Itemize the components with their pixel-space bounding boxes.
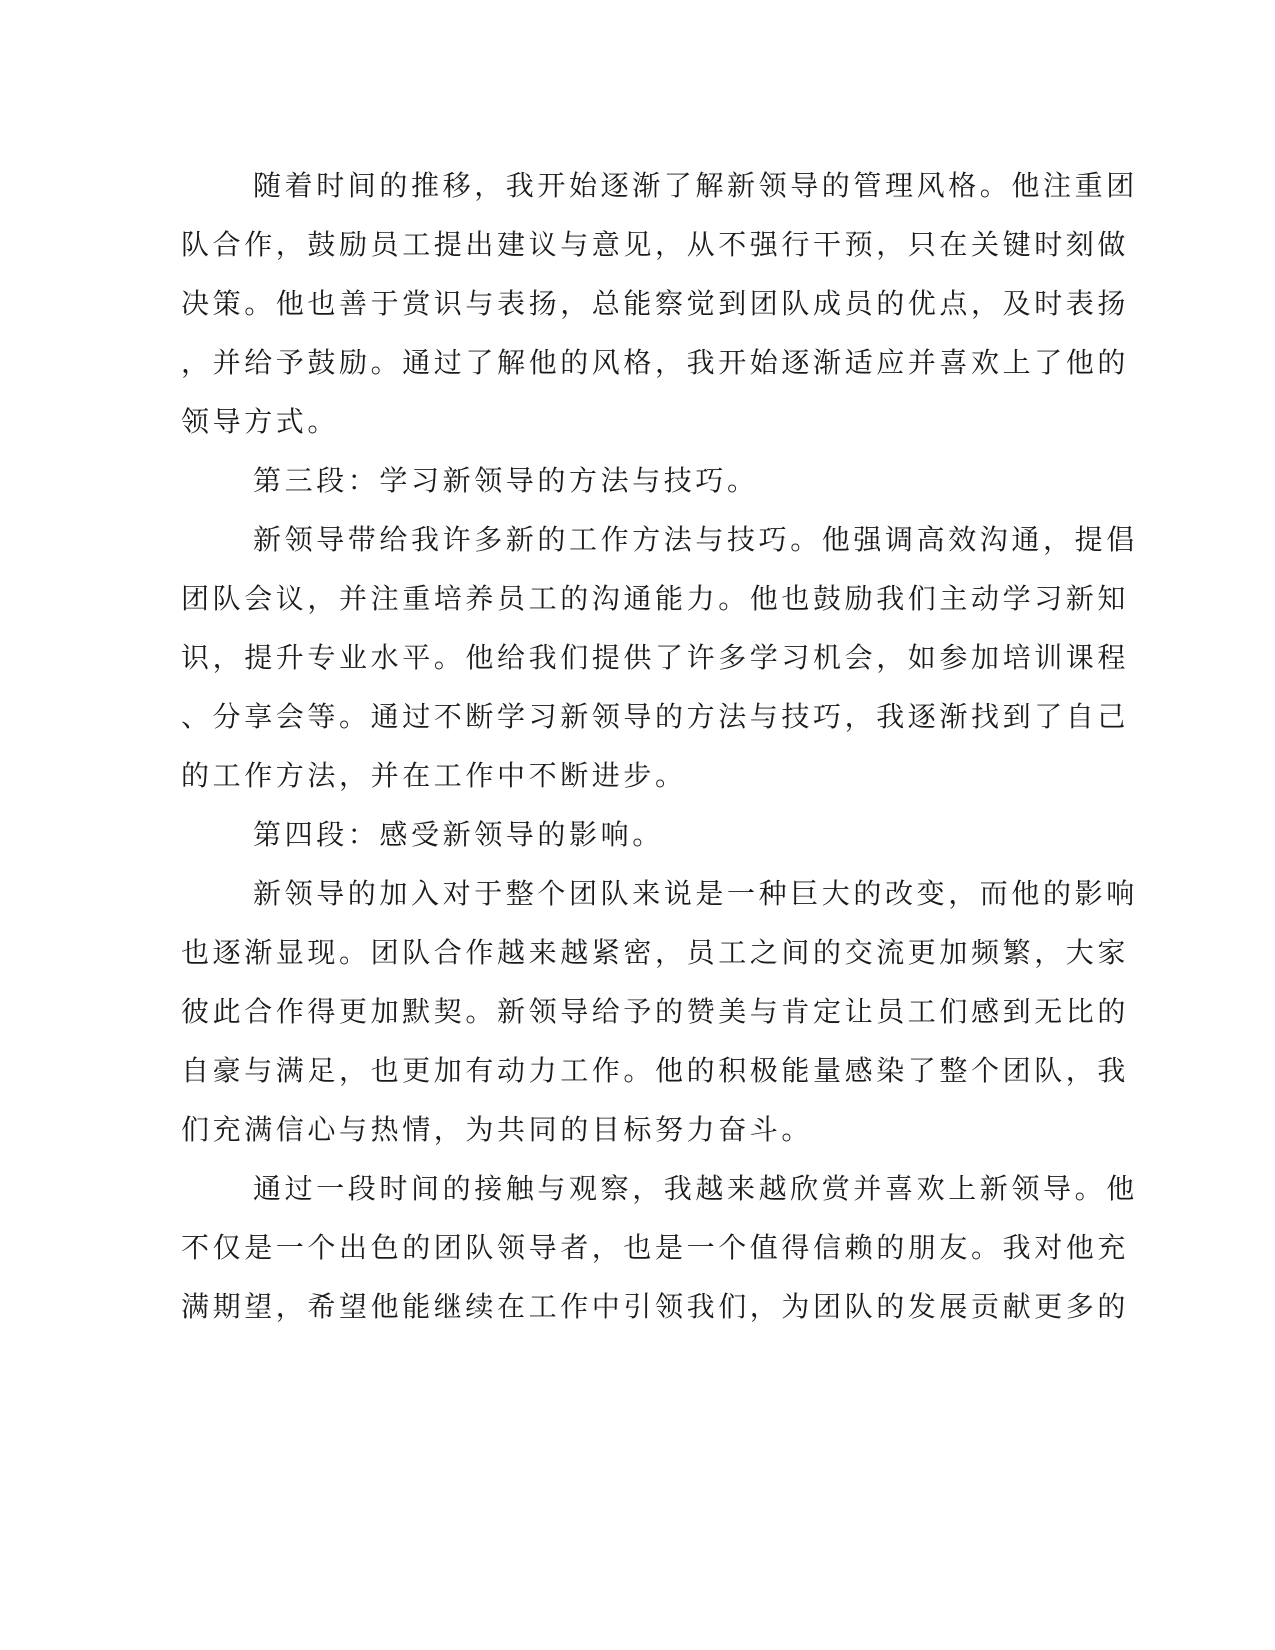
paragraph-1-line-5: 领导方式。 [181,405,340,438]
paragraph-2-line-2: 团队会议，并注重培养员工的沟通能力。他也鼓励我们主动学习新知 [181,582,1130,615]
section-heading-3: 第三段：学习新领导的方法与技巧。 [253,464,759,497]
paragraph-2-line-3: 识，提升专业水平。他给我们提供了许多学习机会，如参加培训课程 [181,641,1130,674]
paragraph-3-line-5: 们充满信心与热情，为共同的目标努力奋斗。 [181,1113,814,1146]
paragraph-1-line-1: 随着时间的推移，我开始逐渐了解新领导的管理风格。他注重团 [253,169,1138,202]
paragraph-2-line-4: 、分享会等。通过不断学习新领导的方法与技巧，我逐渐找到了自己 [181,700,1130,733]
paragraph-2-line-5: 的工作方法，并在工作中不断进步。 [181,759,687,792]
paragraph-4-line-2: 不仅是一个出色的团队领导者，也是一个值得信赖的朋友。我对他充 [181,1231,1130,1264]
section-heading-4: 第四段：感受新领导的影响。 [253,818,664,851]
paragraph-3-line-4: 自豪与满足，也更加有动力工作。他的积极能量感染了整个团队，我 [181,1054,1130,1087]
paragraph-1-line-3: 决策。他也善于赏识与表扬，总能察觉到团队成员的优点，及时表扬 [181,287,1130,320]
paragraph-3-line-2: 也逐渐显现。团队合作越来越紧密，员工之间的交流更加频繁，大家 [181,936,1130,969]
paragraph-1-line-4: ，并给予鼓励。通过了解他的风格，我开始逐渐适应并喜欢上了他的 [181,346,1130,379]
paragraph-4-line-1: 通过一段时间的接触与观察，我越来越欣赏并喜欢上新领导。他 [253,1172,1138,1205]
paragraph-3-line-3: 彼此合作得更加默契。新领导给予的赞美与肯定让员工们感到无比的 [181,995,1130,1028]
paragraph-1-line-2: 队合作，鼓励员工提出建议与意见，从不强行干预，只在关键时刻做 [181,228,1130,261]
paragraph-4-line-3: 满期望，希望他能继续在工作中引领我们，为团队的发展贡献更多的 [181,1290,1130,1323]
body-text [181,156,1138,1336]
paragraph-2-line-1: 新领导带给我许多新的工作方法与技巧。他强调高效沟通，提倡 [253,523,1138,556]
paragraph-3-line-1: 新领导的加入对于整个团队来说是一种巨大的改变，而他的影响 [253,877,1138,910]
